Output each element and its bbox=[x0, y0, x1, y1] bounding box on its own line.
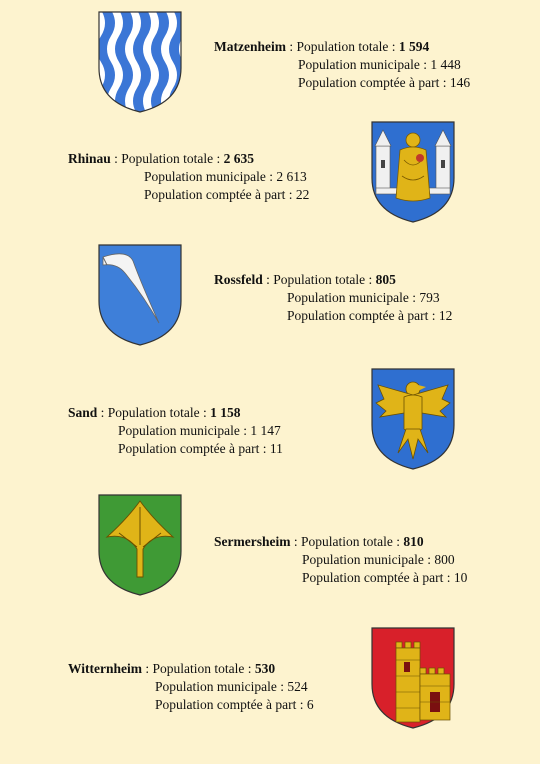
witternheim-shield-icon bbox=[370, 626, 456, 730]
separate-value: 10 bbox=[453, 570, 468, 585]
separate-line: Population comptée à part : 12 bbox=[287, 308, 453, 323]
total-line: Sand : Population totale : 1 158 bbox=[68, 405, 241, 420]
total-value: 2 635 bbox=[223, 151, 255, 166]
municipal-value: 793 bbox=[419, 290, 440, 305]
commune-name: Sermersheim bbox=[214, 534, 291, 549]
sand-shield-icon bbox=[370, 367, 456, 471]
separate-value: 11 bbox=[269, 441, 283, 456]
commune-entry-sand bbox=[68, 404, 283, 458]
municipal-value: 524 bbox=[287, 679, 308, 694]
rossfeld-shield-icon bbox=[97, 243, 183, 347]
separate-line: Population comptée à part : 11 bbox=[118, 441, 283, 456]
municipal-line: Population municipale : 793 bbox=[287, 290, 440, 305]
separate-value: 146 bbox=[449, 75, 471, 90]
municipal-line: Population municipale : 800 bbox=[302, 552, 455, 567]
separate-value: 22 bbox=[295, 187, 310, 202]
municipal-line: Population municipale : 524 bbox=[155, 679, 308, 694]
total-value: 530 bbox=[254, 661, 276, 676]
commune-entry-matzenheim bbox=[214, 38, 470, 92]
municipal-value: 1 448 bbox=[430, 57, 461, 72]
total-value: 810 bbox=[403, 534, 424, 549]
separate-line: Population comptée à part : 146 bbox=[298, 75, 471, 90]
municipal-line: Population municipale : 1 147 bbox=[118, 423, 281, 438]
total-line: Sermersheim : Population totale : 810 bbox=[214, 534, 424, 549]
total-value: 1 158 bbox=[210, 405, 241, 420]
commune-name: Witternheim bbox=[68, 661, 142, 676]
matzenheim-shield-icon bbox=[97, 10, 183, 114]
municipal-value: 2 613 bbox=[276, 169, 307, 184]
separate-line: Population comptée à part : 22 bbox=[144, 187, 310, 202]
commune-name: Matzenheim bbox=[214, 39, 286, 54]
separate-line: Population comptée à part : 10 bbox=[302, 570, 468, 585]
sermersheim-shield-icon bbox=[97, 493, 183, 597]
total-line: Witternheim : Population totale : 530 bbox=[68, 661, 276, 676]
municipal-line: Population municipale : 2 613 bbox=[144, 169, 307, 184]
commune-name: Rossfeld bbox=[214, 272, 263, 287]
municipal-value: 800 bbox=[434, 552, 455, 567]
total-value: 805 bbox=[375, 272, 396, 287]
total-line: Rossfeld : Population totale : 805 bbox=[214, 272, 396, 287]
commune-entry-sermersheim bbox=[214, 533, 467, 587]
total-line: Matzenheim : Population totale : 1 594 bbox=[214, 39, 430, 54]
commune-entry-witternheim bbox=[68, 660, 314, 714]
separate-value: 6 bbox=[306, 697, 314, 712]
municipal-line: Population municipale : 1 448 bbox=[298, 57, 461, 72]
commune-entry-rhinau bbox=[68, 150, 309, 204]
separate-line: Population comptée à part : 6 bbox=[155, 697, 314, 712]
separate-value: 12 bbox=[438, 308, 453, 323]
municipal-value: 1 147 bbox=[250, 423, 281, 438]
rhinau-shield-icon bbox=[370, 120, 456, 224]
commune-name: Rhinau bbox=[68, 151, 111, 166]
total-line: Rhinau : Population totale : 2 635 bbox=[68, 151, 255, 166]
commune-name: Sand bbox=[68, 405, 98, 420]
total-value: 1 594 bbox=[398, 39, 430, 54]
commune-entry-rossfeld bbox=[214, 271, 452, 325]
